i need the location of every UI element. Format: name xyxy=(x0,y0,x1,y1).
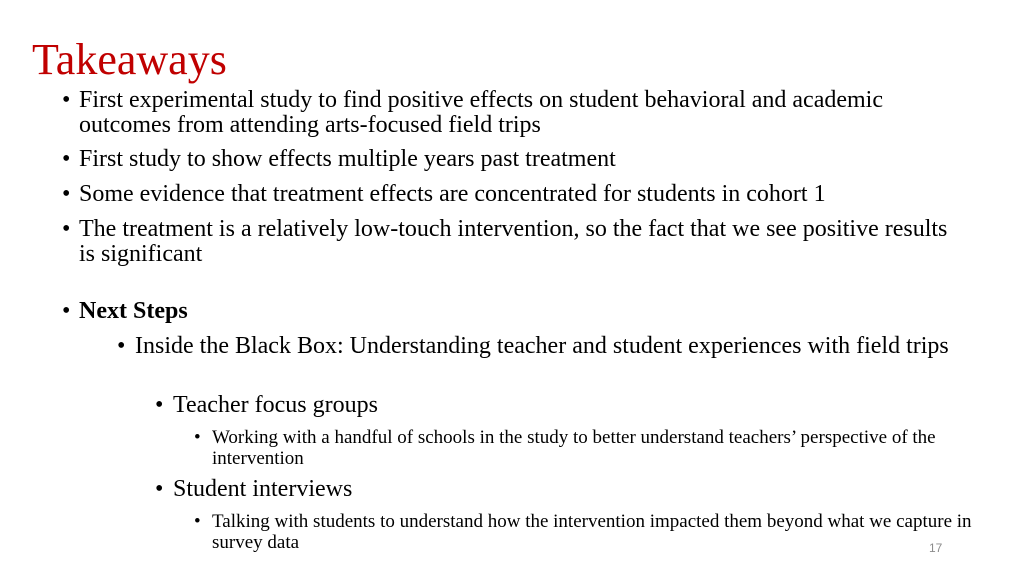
teacher-focus-groups-label: Teacher focus groups xyxy=(173,392,378,418)
takeaway-text: First study to show effects multiple years past treatment xyxy=(79,146,616,172)
takeaway-text: Some evidence that treatment effects are concentrated for students in cohort 1 xyxy=(79,181,826,207)
student-interviews-item xyxy=(155,476,973,502)
bullet-icon: • xyxy=(194,511,201,532)
next-steps-heading-item xyxy=(62,298,949,324)
bullet-icon: • xyxy=(117,333,126,359)
takeaway-item xyxy=(62,216,949,267)
bullet-icon: • xyxy=(155,476,164,502)
bullet-icon: • xyxy=(155,392,164,418)
takeaway-text: First experimental study to find positive effects on student behavioral and academic outcomes from attending arts-focused field trips xyxy=(79,87,883,138)
bullet-icon: • xyxy=(194,427,201,448)
page-number: 17 xyxy=(929,541,943,555)
teacher-detail-item xyxy=(194,427,987,469)
takeaway-item xyxy=(62,146,949,172)
bullet-icon: • xyxy=(62,298,71,324)
takeaway-item xyxy=(62,87,949,138)
bullet-icon: • xyxy=(62,87,71,113)
bullet-icon: • xyxy=(62,181,71,207)
student-detail-item xyxy=(194,511,987,553)
next-steps-text: Inside the Black Box: Understanding teacher and student experiences with field trips xyxy=(135,333,949,359)
student-interviews-label: Student interviews xyxy=(173,476,353,502)
takeaway-text: The treatment is a relatively low-touch intervention, so the fact that we see positive results is significant xyxy=(79,216,948,267)
next-steps-heading: Next Steps xyxy=(79,298,188,324)
takeaway-item xyxy=(62,181,949,207)
slide-title: Takeaways xyxy=(32,35,227,84)
teacher-focus-groups-item xyxy=(155,392,973,418)
teacher-detail-text: Working with a handful of schools in the study to better understand teachers’ perspective of the intervention xyxy=(212,427,936,469)
bullet-icon: • xyxy=(62,146,71,172)
bullet-icon: • xyxy=(62,216,71,242)
student-detail-text: Talking with students to understand how the intervention impacted them beyond what we capture in survey data xyxy=(212,511,972,553)
next-steps-item xyxy=(117,333,965,359)
